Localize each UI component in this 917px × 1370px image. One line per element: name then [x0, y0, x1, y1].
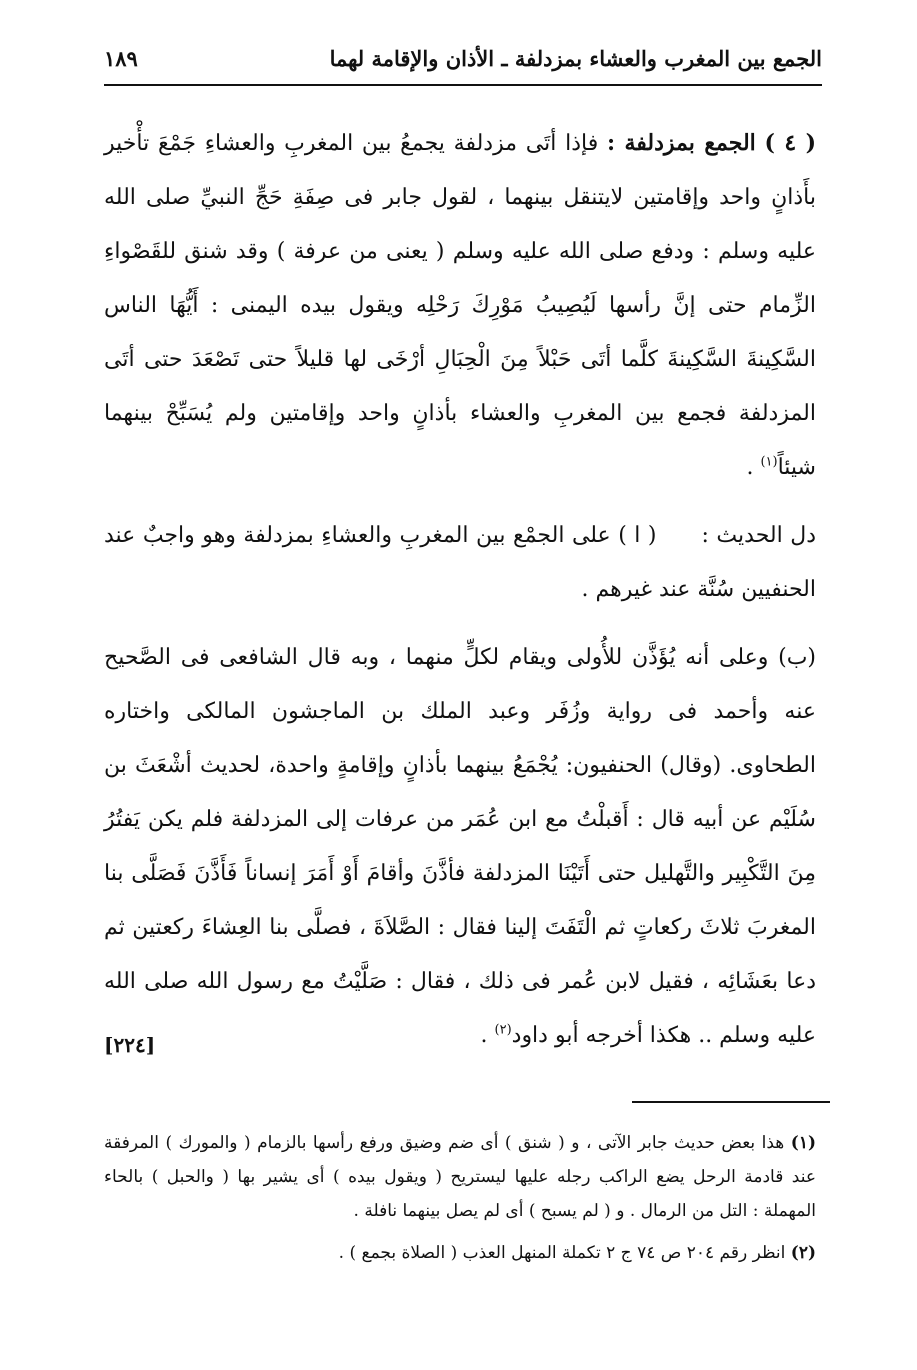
- page-number: ١٨٩: [104, 45, 138, 71]
- footnote-number: (٢): [790, 1243, 816, 1263]
- footnote-text: انظر رقم ٢٠٤ ص ٧٤ ج ٢ تكملة المنهل العذب ( الصلاة بجمع ) .: [338, 1243, 786, 1263]
- point-b-paragraph: [104, 631, 816, 1057]
- point-b-end: .: [480, 1023, 495, 1048]
- section-paragraph: [104, 116, 816, 495]
- main-text: [104, 116, 816, 1065]
- footnote-number: (١): [790, 1133, 816, 1153]
- hadith-number: [٢٢٤]: [104, 1033, 156, 1057]
- footnote-ref-1: (١): [760, 454, 778, 470]
- point-b-text: (ب) وعلى أنه يُؤَذَّن للأُولى ويقام لكلٍّ منهما ، وبه قال الشافعى فى الصَّحيح عنه وأحمد فى رواية وزُفَر وعبد الملك بن الماجشون المالكى واختاره الطحاوى. (وقال) الحنفيون: يُجْمَعُ بينهما بأذانٍ وإقامةٍ واحدة، لحديث أشْعَثَ بن سُلَيْم عن أبيه قال : أَقبلْتُ مع ابن عُمَر من عرفات إلى المزدلفة فلم يكن يَفتُرُ مِنَ التَّكْبِير والتَّهليل حتى أَتَيْنَا المزدلفة فأذَّنَ وأقامَ أَوْ أَمَرَ إنساناً فَأَذَّنَ فَصَلَّى بنا المغربَ ثلاثَ ركعاتٍ ثم الْتَفَتَ إلينا فقال : الصَّلاَةَ ، فصلَّى بنا العِشاءَ ركعتين ثم دعا بعَشَائِه ، فقيل لابن عُمر فى ذلك ، فقال : صَلَّيْتُ مع رسول الله صلى الله عليه وسلم .. هكذا أخرجه أبو داود: [104, 645, 816, 1048]
- section-number: ( ٤ ): [764, 130, 816, 156]
- footnote-divider: [632, 1101, 830, 1103]
- running-title: الجمع بين المغرب والعشاء بمزدلفة ـ الأذان والإقامة لهما: [329, 45, 822, 71]
- significance-paragraph: [104, 509, 816, 617]
- footnotes: [104, 1126, 816, 1278]
- footnote-text: هذا بعض حديث جابر الآتى ، و ( شنق ) أى ضم وضيق ورفع رأسها بالزمام ( والمورك ) المرفقة عند قادمة الرحل يضع الراكب رجله عليها ليستريح ( ويقول بيده ) أى يشير بها ( والحبل ) بالحاء المهملة : التل من الرمال . و ( لم يسبح ) أى لم يصل بينهما نافلة .: [104, 1133, 816, 1221]
- header-divider: [104, 84, 822, 86]
- section-heading: الجمع بمزدلفة :: [606, 130, 756, 156]
- significance-item-a: ( ا ) على الجمْع بين المغربِ والعشاءِ بمزدلفة وهو واجبٌ عند الحنفيين سُنَّة عند غيرهم .: [104, 523, 816, 602]
- footnote-1: [104, 1126, 816, 1228]
- footnote-2: [104, 1236, 816, 1270]
- footnote-ref-2: (٢): [494, 1022, 512, 1038]
- page-header: [104, 38, 822, 78]
- section-text: فإذا أتَى مزدلفة يجمعُ بين المغربِ والعشاءِ جَمْعَ تأْخير بأَذانٍ واحد وإقامتين لايتنقل بينهما ، لقول جابر فى صِفَةِ حَجِّ النبيِّ صلى الله عليه وسلم : ودفع صلى الله عليه وسلم ( يعنى من عرفة ) وقد شنق للقَصْواءِ الزِّمام حتى إنَّ رأسها لَيُصِيبُ مَوْرِكَ رَحْلِه ويقول بيده اليمنى : أَيُّهَا الناس السَّكِينةَ السَّكِينةَ كلَّما أتَى حَبْلاً مِنَ الْحِبَالِ أرْخَى لها قليلاً حتى تَصْعَدَ حتى أتَى المزدلفة فجمع بين المغربِ والعشاء بأذانٍ واحد وإقامتين ولم يُسَبِّحْ بينهما شيئاً: [104, 131, 816, 480]
- significance-label: دل الحديث :: [701, 523, 816, 548]
- section-end: .: [746, 455, 761, 480]
